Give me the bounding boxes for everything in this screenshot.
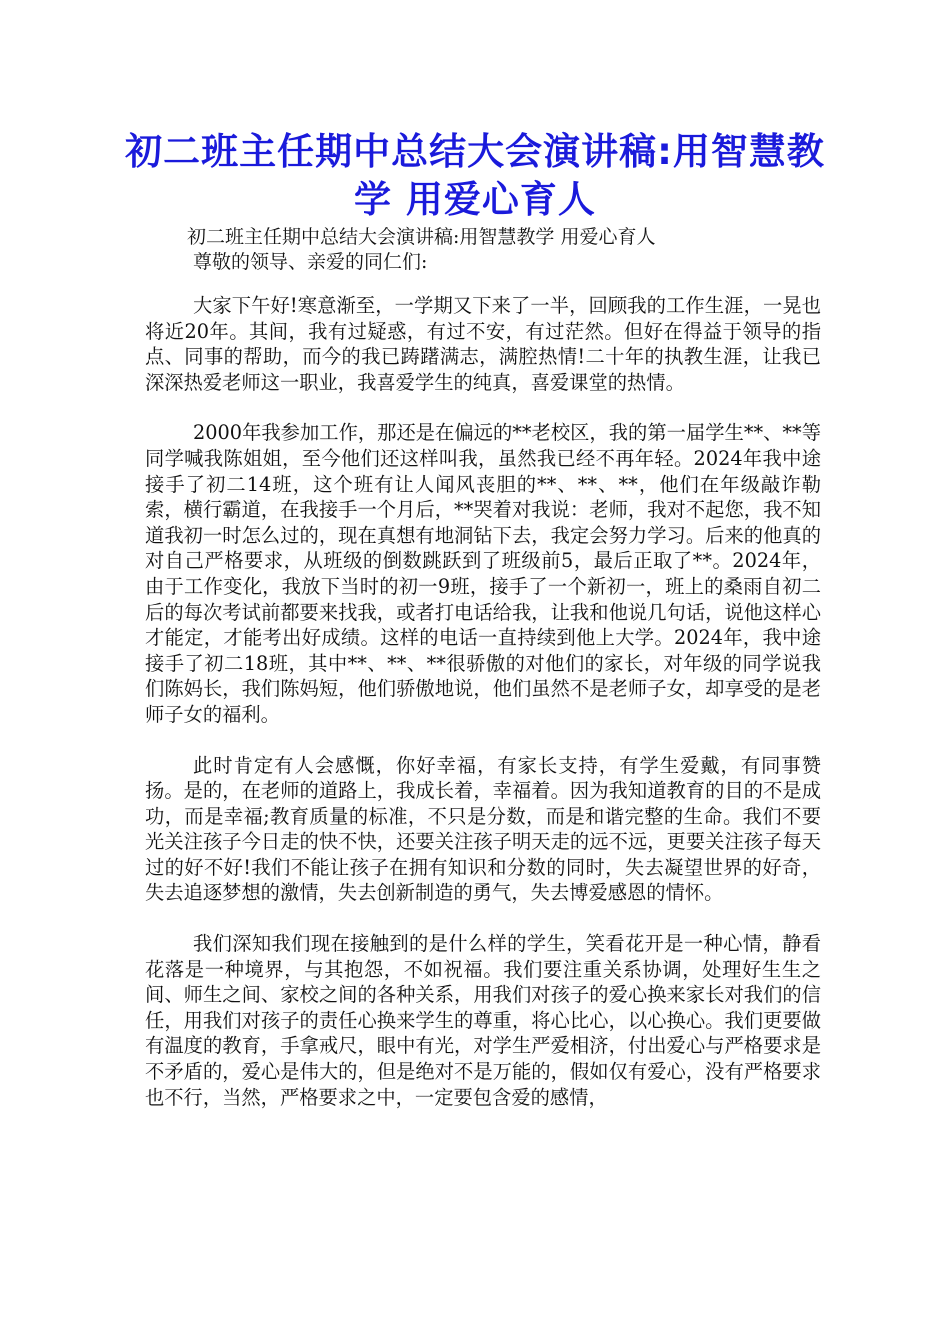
document-subtitle: 初二班主任期中总结大会演讲稿:用智慧教学 用爱心育人 <box>187 226 656 248</box>
paragraph-2: 2000年我参加工作，那还是在偏远的**老校区，我的第一届学生**、**等同学喊我陈姐姐，至今他们还这样叫我，虽然我已经不再年轻。2024年我中途接手了初二14班，这个班有让人闻风丧胆的**、**、**，他们在年级敲诈勒索，横行霸道，在我接手一个月后，**哭着对我说：老师，我对不起您，我不知道我初一时怎么过的，现在真想有地洞钻下去，我定会努力学习。后来的他真的对自己严格要求，从班级的倒数跳跃到了班级前5，最后正取了**。2024年，由于工作变化，我放下当时的初一9班，接手了一个新初一，班上的桑雨自初二后的每次考试前都要来找我，或者打电话给我，让我和他说几句话，说他这样心才能定，才能考出好成绩。这样的电话一直持续到他上大学。2024年，我中途接手了初二18班，其中**、**、**很骄傲的对他们的家长，对年级的同学说我们陈妈长，我们陈妈短，他们骄傲地说，他们虽然不是老师子女，却享受的是老师子女的福利。 <box>145 421 821 726</box>
paragraph-4: 我们深知我们现在接触到的是什么样的学生，笑看花开是一种心情，静看花落是一种境界，与其抱怨，不如祝福。我们要注重关系协调，处理好生生之间、师生之间、家校之间的各种关系，用我们对孩子的爱心换来家长对我们的信任，用我们对孩子的责任心换来学生的尊重，将心比心，以心换心。我们更要做有温度的教育，手拿戒尺，眼中有光，对学生严爱相济，付出爱心与严格要求是不矛盾的，爱心是伟大的，但是绝对不是万能的，假如仅有爱心，没有严格要求也不行，当然，严格要求之中，一定要包含爱的感情， <box>145 932 821 1109</box>
paragraph-3: 此时肯定有人会感慨，你好幸福，有家长支持，有学生爱戴，有同事赞扬。是的，在老师的道路上，我成长着，幸福着。因为我知道教育的目的不是成功，而是幸福;教育质量的标准，不只是分数，而是和谐完整的生命。我们不要光关注孩子今日走的快不快，还要关注孩子明天走的远不远，更要关注孩子每天过的好不好!我们不能让孩子在拥有知识和分数的同时，失去凝望世界的好奇，失去追逐梦想的激情，失去创新制造的勇气，失去博爱感恩的情怀。 <box>145 753 821 905</box>
document-title: 初二班主任期中总结大会演讲稿:用智慧教学 用爱心育人 <box>125 130 825 221</box>
body-text <box>145 293 821 1135</box>
greeting: 尊敬的领导、亲爱的同仁们: <box>193 251 428 273</box>
paragraph-1: 大家下午好!寒意渐至，一学期又下来了一半，回顾我的工作生涯，一晃也将近20年。其间，我有过疑惑，有过不安，有过茫然。但好在得益于领导的指点、同事的帮助，而今的我已踌躇满志，满腔热情!二十年的执教生涯，让我已深深热爱老师这一职业，我喜爱学生的纯真，喜爱课堂的热情。 <box>145 294 821 394</box>
